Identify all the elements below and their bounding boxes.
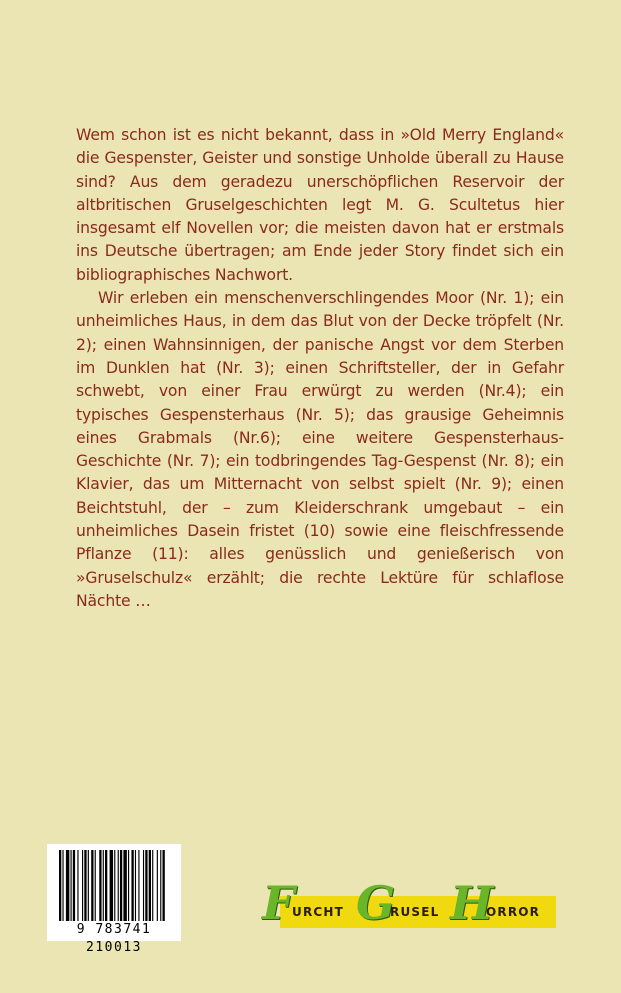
barcode-digits: 9 783741 210013	[47, 921, 181, 939]
isbn-barcode	[47, 844, 181, 955]
logo-word-rusel: RUSEL	[390, 905, 440, 919]
blurb-paragraph-1: Wem schon ist es nicht bekannt, dass in »Old Merry England« die Gespenster, Geister und sonstige Unholde überall zu Hause sind? Aus dem geradezu unerschöpflichen Reservoir der altbritischen Gruselgeschichten legt M. G. Scultetus hier insgesamt elf Novellen vor; die meisten davon hat er erstmals ins Deutsche übertragen; am Ende jeder Story findet sich ein bibliographisches Nachwort.	[76, 126, 564, 284]
logo-letter-h: H	[450, 876, 494, 930]
back-cover-blurb	[76, 124, 564, 613]
logo-word-urcht: URCHT	[292, 905, 345, 919]
logo-letter-g: G	[356, 876, 396, 930]
barcode-bars	[47, 844, 181, 922]
series-logo	[262, 878, 562, 938]
logo-word-orror: ORROR	[486, 905, 541, 919]
logo-letter-f: F	[262, 876, 295, 930]
blurb-paragraph-2: Wir erleben ein menschenverschlingendes Moor (Nr. 1); ein unheimliches Haus, in dem das Blut von der Decke tröpfelt (Nr. 2); einen Wahnsinnigen, der panische Angst vor dem Sterben im Dunklen hat (Nr. 3); einen Schriftsteller, der in Gefahr schwebt, von einer Frau erwürgt zu werden (Nr.4); ein typisches Gespensterhaus (Nr. 5); das grausige Geheimnis eines Grabmals (Nr.6); eine weitere Gespensterhaus-Geschichte (Nr. 7); ein todbringendes Tag-Gespenst (Nr. 8); ein Klavier, das um Mitternacht von selbst spielt (Nr. 9); einen Beichtstuhl, der – zum Kleiderschrank umgebaut – ein unheimliches Dasein fristet (10) sowie eine fleischfressende Pflanze (11): alles genüsslich und genießerisch von »Gruselschulz« erzählt; die rechte Lektüre für schlaflose Nächte …	[76, 289, 564, 610]
